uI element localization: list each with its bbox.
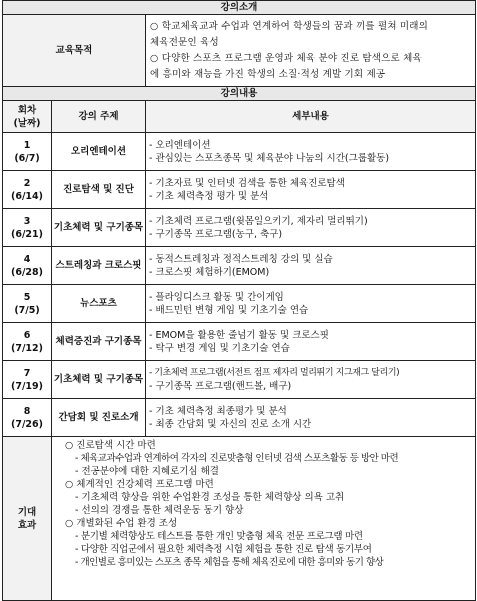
effect-heading: ○ 개별화된 수업 환경 조성 — [65, 518, 178, 529]
detail-cell: - 기초자료 및 인터넷 검색을 통한 체육진로탐색 - 기초 체력측정 평가 및 분석 — [146, 171, 476, 209]
table-row — [3, 399, 476, 437]
column-header-detail: 세부내용 — [146, 101, 476, 133]
session-cell: 1 (6/7) — [3, 133, 52, 171]
intro-line: 에 흥미와 재능을 가진 학생의 소질·적성 계발 기회 제공 — [150, 68, 386, 80]
detail-cell: - EMOM을 활용한 줄넘기 활동 및 크로스핏 - 탁구 변경 게임 및 기초기술 연습 — [146, 323, 476, 361]
effect-item: - 전공분야에 대한 지혜로기심 해결 — [75, 466, 219, 477]
topic-cell: 기초체력 및 구기종목 — [52, 209, 146, 247]
effect-item: - 다양한 직업군에서 필요한 체력측정 시험 체험을 통한 진로 탐색 동기부여 — [75, 544, 372, 555]
column-header-topic: 강의 주제 — [52, 101, 146, 133]
detail-cell: - 오리엔테이션 - 관심있는 스포츠종목 및 체육분야 나눔의 시간(그룹활동) — [146, 133, 476, 171]
intro-line: ○ 학교체육교과 수업과 연계하여 학생들의 꿈과 끼를 펼쳐 미래의 — [150, 20, 429, 32]
table-row — [3, 247, 476, 285]
effect-heading: ○ 체계적인 건강체력 프로그램 마련 — [65, 479, 214, 490]
detail-cell: - 기초체력 프로그램(윗몸일으키기, 제자리 멀리뛰기) - 구기종목 프로그램(농구, 축구) — [146, 209, 476, 247]
intro-section-header: 강의소개 — [3, 1, 476, 15]
effect-item: - 체육교과수업과 연계하여 각자의 진로맞춤형 인터넷 검색 스포츠활동 등 방안 마련 — [75, 453, 399, 464]
effects-label: 기대 효과 — [3, 437, 52, 601]
session-cell: 2 (6/14) — [3, 171, 52, 209]
session-cell: 6 (7/12) — [3, 323, 52, 361]
table-row — [3, 209, 476, 247]
column-header-session: 회차 (날짜) — [3, 101, 52, 133]
effect-item: - 분기별 체력향상도 테스트를 통한 개인 맞춤형 체육 전문 프로그램 마련 — [75, 531, 363, 542]
topic-cell: 간담회 및 진로소개 — [52, 399, 146, 437]
session-cell: 3 (6/21) — [3, 209, 52, 247]
topic-cell: 체력증진과 구기종목 — [52, 323, 146, 361]
session-cell: 4 (6/28) — [3, 247, 52, 285]
effect-item: - 개인별로 흥미있는 스포츠 종목 체험을 통해 체육진로에 대한 흥미와 동기 향상 — [75, 557, 384, 568]
intro-label: 교육목적 — [3, 15, 146, 87]
table-row — [3, 323, 476, 361]
detail-cell: - 기초체력 프로그램(서전트 점프 제자리 멀리뛰기 지그재그 달리기) - 구기종목 프로그램(핸드볼, 배구) — [146, 361, 476, 399]
effect-heading: ○ 진로탐색 시간 마련 — [65, 440, 156, 451]
intro-text — [146, 15, 476, 87]
intro-line: 체육전문인 육성 — [150, 36, 219, 48]
detail-cell: - 동적스트레칭과 정적스트레칭 강의 및 실습 - 크로스핏 체험하기(EMOM) — [146, 247, 476, 285]
table-row — [3, 133, 476, 171]
session-cell: 7 (7/19) — [3, 361, 52, 399]
effect-item: - 선의의 경쟁을 통한 체력운동 동기 향상 — [75, 505, 244, 516]
program-table — [2, 0, 476, 601]
table-row — [3, 285, 476, 323]
topic-cell: 스트레칭과 크로스핏 — [52, 247, 146, 285]
session-cell: 8 (7/26) — [3, 399, 52, 437]
detail-cell: - 플라잉디스크 활동 및 간이게임 - 배드민턴 변형 게임 및 기초기술 연습 — [146, 285, 476, 323]
session-cell: 5 (7/5) — [3, 285, 52, 323]
detail-cell: - 기초 체력측정 최종평가 및 분석 - 최종 간담회 및 자신의 진로 소개 시간 — [146, 399, 476, 437]
effects-list — [52, 437, 476, 601]
effect-item: - 기초체력 향상을 위한 수업환경 조성을 통한 체력향상 의욕 고취 — [75, 492, 345, 503]
topic-cell: 오리엔테이션 — [52, 133, 146, 171]
intro-line: ○ 다양한 스포츠 프로그램 운영과 체육 분야 진로 탐색으로 체육 — [150, 52, 422, 64]
topic-cell: 기초체력 및 구기종목 — [52, 361, 146, 399]
topic-cell: 뉴스포츠 — [52, 285, 146, 323]
content-section-header: 강의내용 — [3, 87, 476, 101]
topic-cell: 진로탐색 및 진단 — [52, 171, 146, 209]
table-row — [3, 171, 476, 209]
table-row — [3, 361, 476, 399]
